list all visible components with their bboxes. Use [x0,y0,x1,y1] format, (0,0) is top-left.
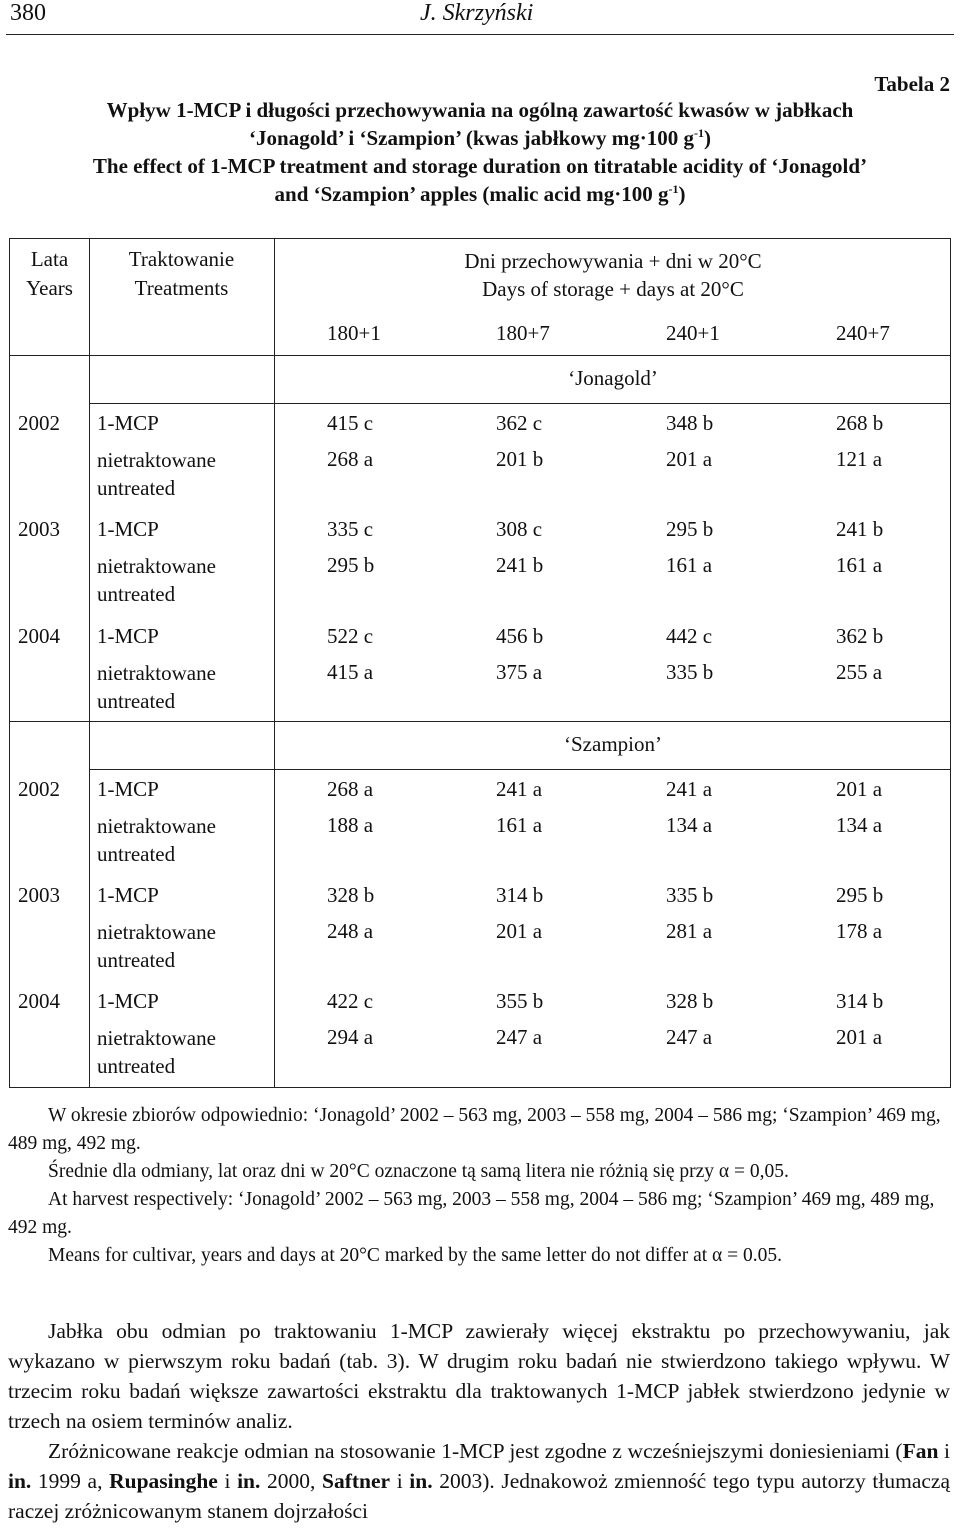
value-cell: 335 c [327,517,374,541]
value-cell: 201 b [496,447,544,471]
treatment-untreated-pl: nietraktowane [97,814,216,838]
header-storage [274,247,952,303]
value-cell: 268 a [327,447,374,471]
value-cell: 328 b [666,989,714,1013]
value-cell: 241 a [496,777,543,801]
year-label: 2004 [18,989,60,1013]
value-cell: 308 c [496,517,543,541]
citation-year: 1999 a, [31,1469,110,1493]
value-cell: 241 a [666,777,713,801]
treatment-untreated-pl: nietraktowane [97,448,216,472]
header-treatments [89,245,274,303]
value-cell: 268 b [836,411,884,435]
citation-year: 2003). [432,1469,502,1493]
header-years-en: Years [26,276,73,300]
value-cell: 348 b [666,411,714,435]
treatment-untreated-en: untreated [97,842,176,866]
header-treatments-pl: Traktowanie [128,247,235,271]
body-text [0,1316,960,1526]
value-cell: 456 b [496,624,544,648]
treatment-mcp: 1-MCP [97,517,159,541]
header-years [10,245,89,303]
grid-line-szampion-band [89,769,950,770]
treatment-untreated [97,659,216,715]
cultivar-label-jonagold: ‘Jonagold’ [568,366,658,390]
citation-in: in. [237,1469,261,1493]
title-pl-exponent: -1 [693,126,704,140]
title-pl-line1: Wpływ 1-MCP i długości przechowywania na ogólną zawartość kwasów w jabłkach [106,98,854,122]
value-cell: 121 a [836,447,883,471]
col-header-180-1: 180+1 [327,321,381,345]
col-header-240-7: 240+7 [836,321,890,345]
paragraph: Jabłka obu odmian po traktowaniu 1-MCP zawierały więcej ekstraktu po przechowywaniu, jak wykazano w pierwszym roku badań (tab. 3). W drugim roku badań nie stwierdzono takiego wpływu. W trzecim roku badań większe zawartości ekstraktu dla traktowanych 1-MCP jabłek stwierdzono jedynie w trzech na osiem terminów analiz. [8,1319,950,1433]
table-title [0,96,960,208]
citation-in: in. [409,1469,433,1493]
value-cell: 201 a [666,447,713,471]
value-cell: 362 b [836,624,884,648]
year-label: 2004 [18,624,60,648]
treatment-mcp: 1-MCP [97,411,159,435]
acidity-table [9,238,951,1088]
paragraph: Zróżnicowane reakcje odmian na stosowanie 1-MCP jest zgodne z wcześniejszymi doniesieniami (Fan i in. 1999 a, Rupasinghe i in. 2000, Saftner i in. 2003). Jednakowoż zmienność tego typu autorzy tłumaczą raczej zróżnicowanym stanem dojrzałości [8,1439,950,1523]
running-author: J. Skrzyński [420,0,534,26]
treatment-untreated [97,552,216,608]
title-en-line2-end: ) [678,182,686,206]
treatment-untreated-pl: nietraktowane [97,920,216,944]
year-label: 2003 [18,517,60,541]
citation-in: in. [8,1469,32,1493]
header-storage-pl: Dni przechowywania + dni w 20°C [464,249,762,273]
value-cell: 415 a [327,660,374,684]
value-cell: 335 b [666,883,714,907]
value-cell: 355 b [496,989,544,1013]
value-cell: 294 a [327,1025,374,1049]
citation-year: 2000, [260,1469,322,1493]
treatment-untreated [97,918,216,974]
treatment-mcp: 1-MCP [97,883,159,907]
title-en-line1: The effect of 1-MCP treatment and storage duration on titratable acidity of ‘Jonagold’ [92,154,868,178]
note-harvest-en: At harvest respectively: ‘Jonagold’ 2002 – 563 mg, 2003 – 558 mg, 2004 – 586 mg; ‘Szampion’ 469 mg, 489 mg, 492 mg. [8,1189,935,1238]
value-cell: 241 b [836,517,884,541]
value-cell: 247 a [496,1025,543,1049]
header-years-pl: Lata [30,247,69,271]
value-cell: 161 a [836,553,883,577]
treatment-untreated [97,1024,216,1080]
grid-line-section-divider [10,721,950,722]
header-storage-en: Days of storage + days at 20°C [482,277,744,301]
treatment-mcp: 1-MCP [97,777,159,801]
table-notes [0,1102,960,1270]
value-cell: 134 a [666,813,713,837]
treatment-untreated-en: untreated [97,948,176,972]
value-cell: 241 b [496,553,544,577]
treatment-mcp: 1-MCP [97,989,159,1013]
value-cell: 415 c [327,411,374,435]
treatment-untreated-en: untreated [97,689,176,713]
value-cell: 442 c [666,624,713,648]
value-cell: 247 a [666,1025,713,1049]
value-cell: 178 a [836,919,883,943]
col-header-240-1: 240+1 [666,321,720,345]
value-cell: 161 a [666,553,713,577]
table-label: Tabela 2 [874,72,950,96]
year-label: 2002 [18,411,60,435]
treatment-untreated-pl: nietraktowane [97,1026,216,1050]
value-cell: 161 a [496,813,543,837]
header-treatments-en: Treatments [134,276,229,300]
citation-author: Fan [902,1439,939,1463]
value-cell: 295 b [327,553,375,577]
title-en-exponent: -1 [668,182,679,196]
citation-author: Rupasinghe [109,1469,218,1493]
treatment-mcp: 1-MCP [97,624,159,648]
value-cell: 295 b [836,883,884,907]
running-header [6,0,954,35]
value-cell: 522 c [327,624,374,648]
paragraph-text: Zróżnicowane reakcje odmian na stosowanie 1-MCP jest zgodne z wcześniejszymi doniesieniami ( [48,1439,903,1463]
value-cell: 422 c [327,989,374,1013]
treatment-untreated-pl: nietraktowane [97,661,216,685]
page-number: 380 [10,0,46,26]
title-en-line2 [0,180,960,208]
cultivar-label-szampion: ‘Szampion’ [564,732,662,756]
value-cell: 362 c [496,411,543,435]
treatment-untreated-en: untreated [97,582,176,606]
note-significance-en: Means for cultivar, years and days at 20°C marked by the same letter do not differ at α = 0.05. [48,1245,782,1266]
value-cell: 314 b [496,883,544,907]
value-cell: 295 b [666,517,714,541]
value-cell: 375 a [496,660,543,684]
value-cell: 328 b [327,883,375,907]
value-cell: 201 a [496,919,543,943]
citation-author: Saftner [322,1469,391,1493]
title-pl-line2-end: ) [703,126,711,150]
value-cell: 281 a [666,919,713,943]
treatment-untreated-pl: nietraktowane [97,554,216,578]
value-cell: 335 b [666,660,714,684]
treatment-untreated-en: untreated [97,1054,176,1078]
note-harvest-pl: W okresie zbiorów odpowiednio: ‘Jonagold’ 2002 – 563 mg, 2003 – 558 mg, 2004 – 586 mg; ‘Szampion’ 469 mg, 489 mg, 492 mg. [8,1105,941,1154]
treatment-untreated [97,446,216,502]
treatment-untreated [97,812,216,868]
value-cell: 268 a [327,777,374,801]
year-label: 2003 [18,883,60,907]
value-cell: 248 a [327,919,374,943]
value-cell: 314 b [836,989,884,1013]
paragraph-text: Jednakowoż zmienność tego typu autorzy tłumaczą raczej zróżnicowanym stanem dojrzałości [8,1469,950,1523]
note-significance-pl: Średnie dla odmiany, lat oraz dni w 20°C oznaczone tą samą litera nie różnią się przy α = 0,05. [48,1161,789,1182]
treatment-untreated-en: untreated [97,476,176,500]
title-en-line2-text: and ‘Szampion’ apples (malic acid mg·100 g [274,182,669,206]
value-cell: 134 a [836,813,883,837]
grid-line-header-bottom [10,355,950,356]
value-cell: 201 a [836,777,883,801]
value-cell: 255 a [836,660,883,684]
col-header-180-7: 180+7 [496,321,550,345]
title-pl-line2 [0,124,960,152]
year-label: 2002 [18,777,60,801]
title-pl-line2-text: ‘Jonagold’ i ‘Szampion’ (kwas jabłkowy mg·100 g [249,126,694,150]
value-cell: 188 a [327,813,374,837]
value-cell: 201 a [836,1025,883,1049]
grid-line-years [89,239,90,1087]
grid-line-jonagold-band [89,403,950,404]
